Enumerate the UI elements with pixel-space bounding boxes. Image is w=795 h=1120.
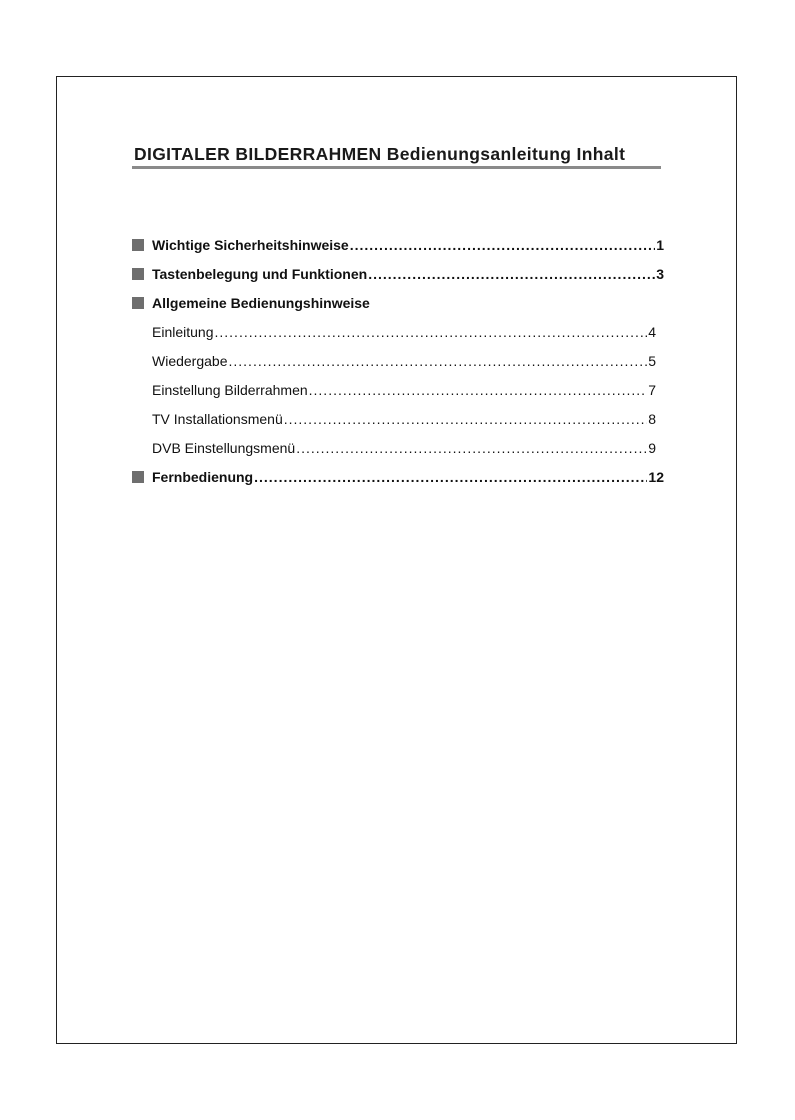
square-bullet-icon xyxy=(132,471,144,483)
toc-entry-label: Wiedergabe xyxy=(152,352,228,369)
toc-dot-leader xyxy=(215,324,644,340)
toc-page-number: 3 xyxy=(656,265,664,282)
toc-dot-leader xyxy=(368,266,655,282)
toc-page-number: 1 xyxy=(656,236,664,253)
toc-page-number: 12 xyxy=(648,468,664,485)
toc-dot-leader xyxy=(229,353,648,369)
toc-entry-tv-installationsmenue[interactable] xyxy=(132,404,656,433)
toc-dot-leader xyxy=(309,382,648,398)
table-of-contents xyxy=(132,230,664,491)
toc-entry-label: Wichtige Sicherheitshinweise xyxy=(152,236,349,253)
toc-entry-dvb-einstellungsmenue[interactable] xyxy=(132,433,656,462)
toc-page-number: 8 xyxy=(648,410,656,427)
toc-entry-tastenbelegung[interactable] xyxy=(132,259,664,288)
toc-entry-wiedergabe[interactable] xyxy=(132,346,656,375)
toc-section-label: Allgemeine Bedienungshinweise xyxy=(152,294,370,311)
toc-entry-label: Einstellung Bilderrahmen xyxy=(152,381,308,398)
toc-dot-leader xyxy=(350,237,655,253)
toc-page-number: 7 xyxy=(648,381,656,398)
toc-dot-leader xyxy=(254,469,647,485)
square-bullet-icon xyxy=(132,297,144,309)
toc-entry-fernbedienung[interactable] xyxy=(132,462,664,491)
title-underline xyxy=(132,166,661,169)
square-bullet-icon xyxy=(132,239,144,251)
toc-entry-einstellung-bilderrahmen[interactable] xyxy=(132,375,656,404)
toc-section-bedienungshinweise xyxy=(132,288,664,317)
toc-entry-label: Einleitung xyxy=(152,323,214,340)
toc-entry-label: Tastenbelegung und Funktionen xyxy=(152,265,368,282)
document-title: DIGITALER BILDERRAHMEN Bedienungsanleitung Inhalt xyxy=(134,144,626,164)
toc-entry-label: TV Installationsmenü xyxy=(152,410,283,427)
toc-entry-label: DVB Einstellungsmenü xyxy=(152,439,296,456)
toc-page-number: 5 xyxy=(648,352,656,369)
toc-entry-label: Fernbedienung xyxy=(152,468,254,485)
toc-dot-leader xyxy=(296,440,647,456)
toc-dot-leader xyxy=(284,411,647,427)
square-bullet-icon xyxy=(132,268,144,280)
toc-page-number: 9 xyxy=(648,439,656,456)
toc-page-number: .4 xyxy=(644,323,656,340)
toc-entry-einleitung[interactable] xyxy=(132,317,656,346)
page-border xyxy=(56,76,737,1044)
toc-entry-sicherheitshinweise[interactable] xyxy=(132,230,664,259)
